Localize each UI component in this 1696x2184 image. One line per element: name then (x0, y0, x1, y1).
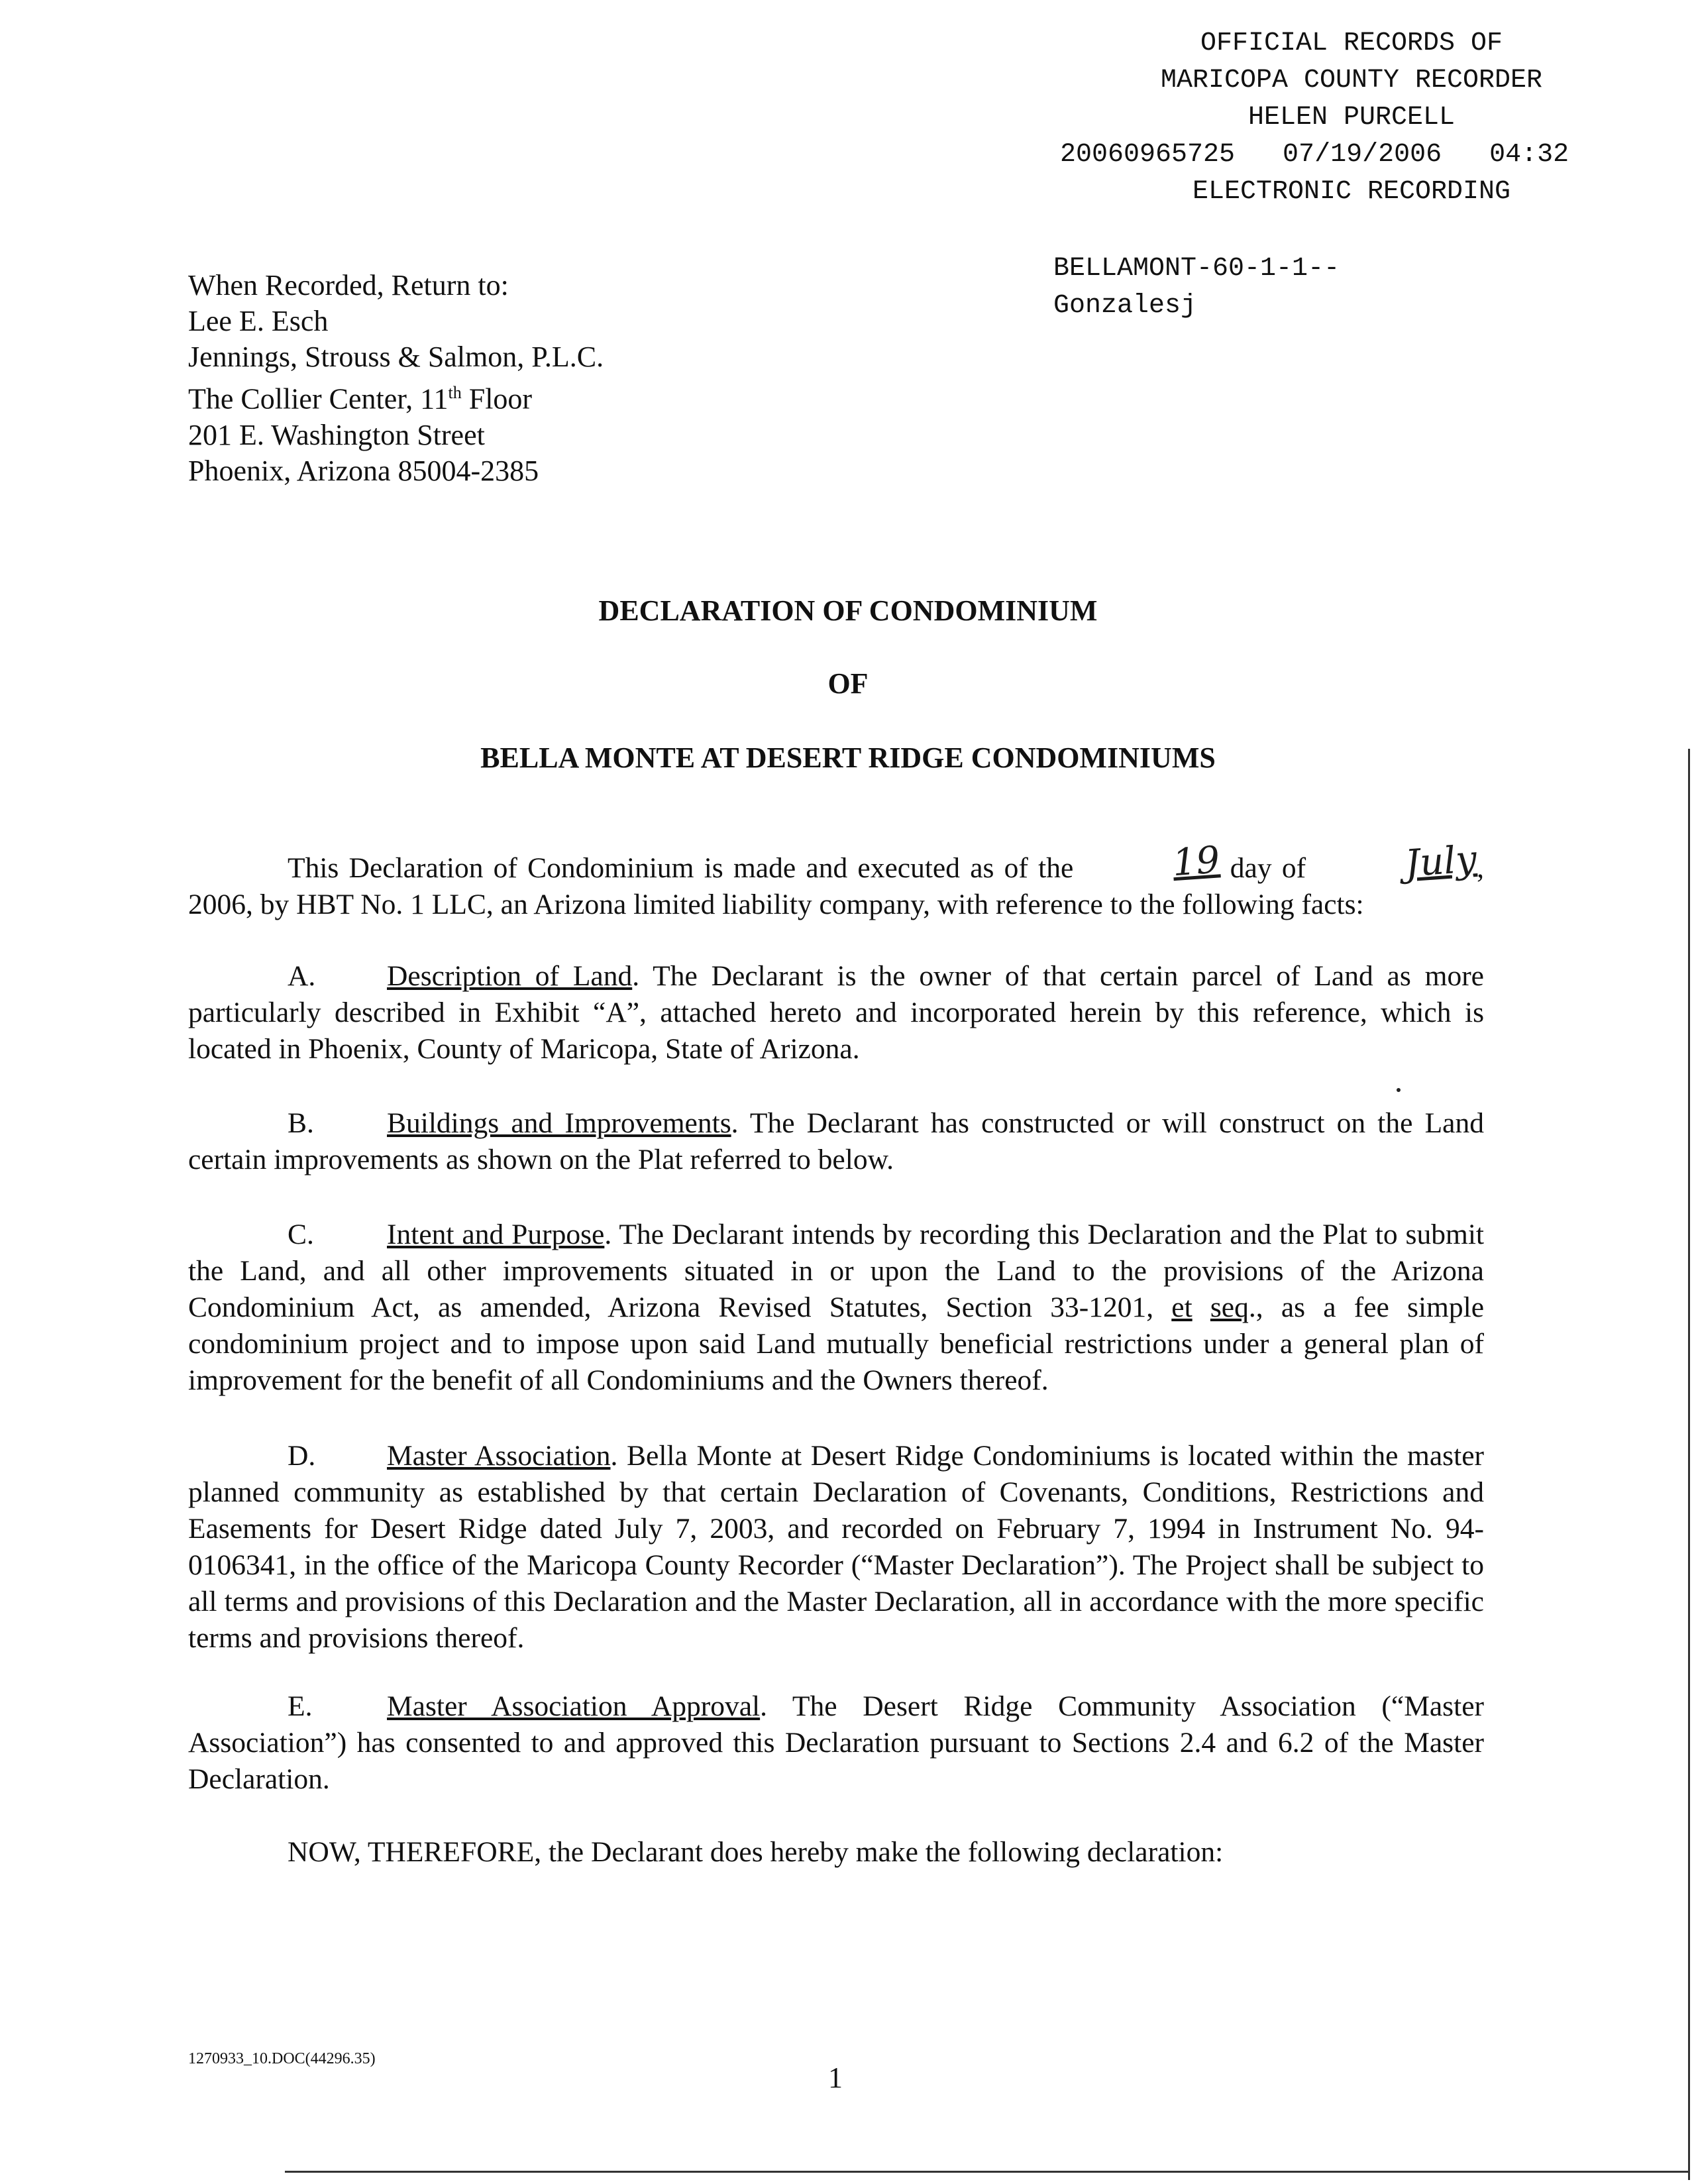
recorder-stamp-line: MARICOPA COUNTY RECORDER (1160, 66, 1543, 95)
recording-reference-line: Gonzalesj (1053, 291, 1197, 321)
recital-heading: Description of Land (387, 960, 633, 992)
return-address-building (188, 375, 604, 417)
return-address-label: When Recorded, Return to: (188, 269, 509, 301)
intro-text: This Declaration of Condominium is made and executed as of the (288, 852, 1074, 884)
recital-heading: Buildings and Improvements (387, 1107, 731, 1139)
recording-number-line: 20060965725 07/19/2006 04:32 (1060, 140, 1569, 170)
intro-text: day of (1220, 852, 1306, 884)
return-address-city: Phoenix, Arizona 85004-2385 (188, 454, 539, 487)
building-text: The Collier Center, 11 (188, 382, 449, 415)
scan-edge-line (1688, 749, 1690, 2180)
recital-e (188, 1688, 1484, 1798)
return-address-name: Lee E. Esch (188, 305, 329, 337)
recital-letter: A. (288, 960, 316, 992)
building-floor: Floor (461, 382, 533, 415)
recital-body: . The Desert Ridge Community Association (“Master Association”) has consented to and approved this Declaration pursuant to Sections 2.4 and 6.2 of the Master Declaration. (188, 1690, 1484, 1795)
recital-heading: Intent and Purpose (387, 1219, 605, 1250)
now-therefore-clause: NOW, THEREFORE, the Declarant does hereby make the following declaration: (288, 1836, 1224, 1868)
recital-body: . The Declarant is the owner of that certain parcel of Land as more particularly described in Exhibit “A”, attached hereto and incorporated herein by this reference, which is located in Phoenix, County of Maricopa, State of Arizona. (188, 960, 1484, 1065)
page-number: 1 (828, 2061, 843, 2094)
recital-c (188, 1217, 1484, 1399)
intro-paragraph (188, 838, 1484, 923)
scan-speck (1397, 1088, 1401, 1092)
recital-letter: D. (288, 1440, 316, 1472)
recital-letter: B. (288, 1107, 314, 1139)
recital-body: . The Declarant intends by recording this Declaration and the Plat to submit the Land, and all other improvements situated in or upon the Land to the provisions of the Arizona Condominium Act, as amended, Arizona Revised Statutes, Section 33-1201, (188, 1219, 1484, 1323)
document-subtitle: BELLA MONTE AT DESERT RIDGE CONDOMINIUMS (480, 741, 1216, 774)
recital-letter: C. (288, 1219, 314, 1250)
latin-et: et (1171, 1291, 1192, 1323)
return-address-firm: Jennings, Strouss & Salmon, P.L.C. (188, 341, 604, 373)
recital-heading: Master Association (387, 1440, 611, 1472)
document-title: DECLARATION OF CONDOMINIUM (598, 594, 1098, 627)
recording-reference-line: BELLAMONT-60-1-1-- (1053, 254, 1340, 284)
recital-body: . Bella Monte at Desert Ridge Condominiums is located within the master planned community as established by that certain Declaration of Covenants, Conditions, Restrictions and Easements for Desert Ridge dated July 7, 2003, and recorded on February 7, 1994 in Instrument No. 94-0106341, in the office of the Maricopa County Recorder (“Master Declaration”). The Project shall be subject to all terms and provisions of this Declaration and the Master Declaration, all in accordance with the more specific terms and provisions thereof. (188, 1440, 1484, 1654)
recital-body: . The Declarant has constructed or will construct on the Land certain improvements as shown on the Plat referred to below. (188, 1107, 1484, 1175)
document-title-of: OF (827, 667, 869, 700)
scan-edge-line (285, 2171, 1689, 2173)
intro-text: , 2006, by HBT No. 1 LLC, an Arizona limited liability company, with reference to the following facts: (188, 852, 1484, 920)
recorder-stamp-line: OFFICIAL RECORDS OF (1200, 28, 1503, 58)
recital-b (188, 1105, 1484, 1178)
return-address (188, 268, 604, 489)
recorder-stamp-line: HELEN PURCELL (1247, 103, 1456, 133)
recorder-stamp (1034, 25, 1670, 211)
recital-letter: E. (288, 1690, 313, 1722)
handwritten-month: July (1403, 838, 1479, 886)
building-ordinal: th (448, 383, 462, 402)
footer-document-reference: 1270933_10.DOC(44296.35) (188, 2050, 376, 2067)
handwritten-day: 19 (1171, 838, 1222, 885)
latin-seq: seq (1210, 1291, 1249, 1323)
recital-a (188, 958, 1484, 1067)
recital-body: ., as a fee simple condominium project and to impose upon said Land mutually beneficial restrictions under a general plan of improvement for the benefit of all Condominiums and the Owners thereof. (188, 1291, 1485, 1396)
recital-d (188, 1438, 1484, 1657)
return-address-street: 201 E. Washington Street (188, 418, 485, 451)
recorder-stamp-line: ELECTRONIC RECORDING (1192, 177, 1511, 207)
recording-reference (1053, 250, 1340, 325)
recital-heading: Master Association Approval (387, 1690, 761, 1722)
